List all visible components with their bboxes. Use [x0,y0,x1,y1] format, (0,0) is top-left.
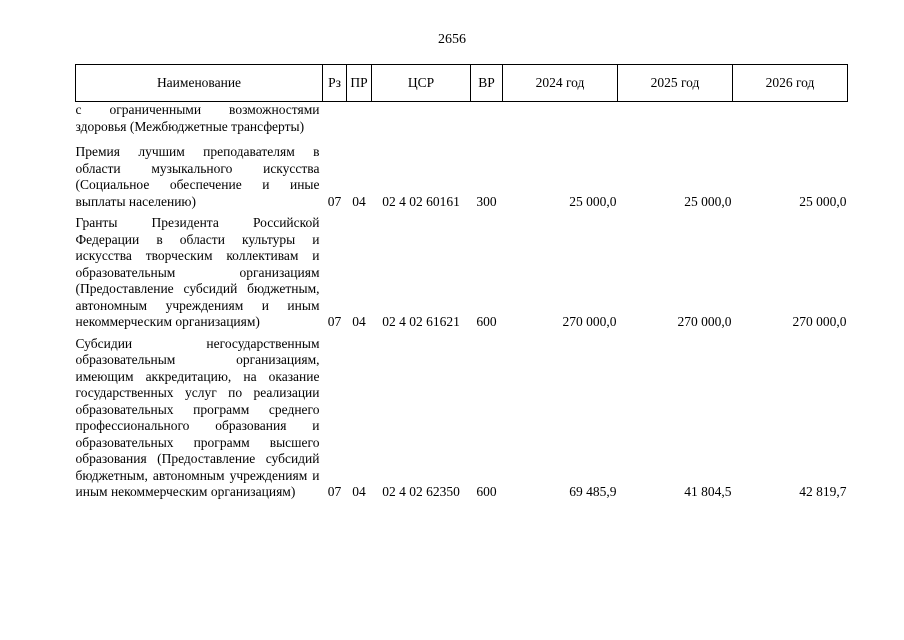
row-name: Субсидии негосударственным образовательным организациям, имеющим аккредитацию, на оказание государственных услуг по реализации образовательных программ среднего профессионального образования и образовательных программ высшего образования (Предоставление субсидий бюджетным, автономным учреждениям и иным некоммерческим организациям) [75,335,320,499]
row-name: с ограниченными возможностями здоровья (Межбюджетные трансферты) [75,102,320,134]
row-pr: 04 [352,314,366,329]
row-2026: 270 000,0 [792,314,847,329]
table-row [76,102,848,136]
page-number: 2656 [438,32,466,47]
row-pr [347,102,372,136]
row-rz: 07 [327,193,342,209]
header-rz: Рз [323,65,347,102]
header-2026: 2026 год [733,65,848,102]
row-pr: 04 [352,484,366,499]
row-csr: 02 4 02 60161 [382,193,460,209]
row-vr: 300 [476,193,497,209]
header-2024: 2024 год [503,65,618,102]
row-2026: 42 819,7 [799,484,847,499]
row-pr: 04 [352,193,366,209]
table-row [76,135,848,210]
row-2025: 25 000,0 [684,193,732,209]
row-2025: 41 804,5 [684,484,732,499]
row-2024 [503,102,618,136]
row-rz: 07 [327,314,342,329]
row-rz: 07 [327,484,342,499]
row-csr [372,102,471,136]
row-name: Гранты Президента Российской Федерации в области культуры и искусства творческим коллективам и образовательным организациям (Предоставление субсидий бюджетным, автономным учреждениям и иным некоммерческим организациям) [75,215,320,329]
header-2025: 2025 год [618,65,733,102]
row-csr: 02 4 02 62350 [382,484,460,499]
table-row [76,331,848,501]
row-2024: 25 000,0 [569,193,617,209]
row-vr [471,102,503,136]
row-2024: 69 485,9 [569,484,617,499]
row-2025: 270 000,0 [677,314,732,329]
header-name: Наименование [76,65,323,102]
row-2026: 25 000,0 [799,193,847,209]
table-row [76,210,848,331]
row-name: Премия лучшим преподавателям в области музыкального искусства (Социальное обеспечение и иные выплаты населению) [75,144,320,209]
header-csr: ЦСР [372,65,471,102]
header-vr: ВР [471,65,503,102]
row-2024: 270 000,0 [562,314,617,329]
row-vr: 600 [476,484,497,499]
header-pr: ПР [347,65,372,102]
row-2025 [618,102,733,136]
row-csr: 02 4 02 61621 [382,314,460,329]
budget-table [75,64,848,501]
row-2026 [733,102,848,136]
row-rz [323,102,347,136]
table-header-row [76,65,848,102]
row-vr: 600 [476,314,497,329]
